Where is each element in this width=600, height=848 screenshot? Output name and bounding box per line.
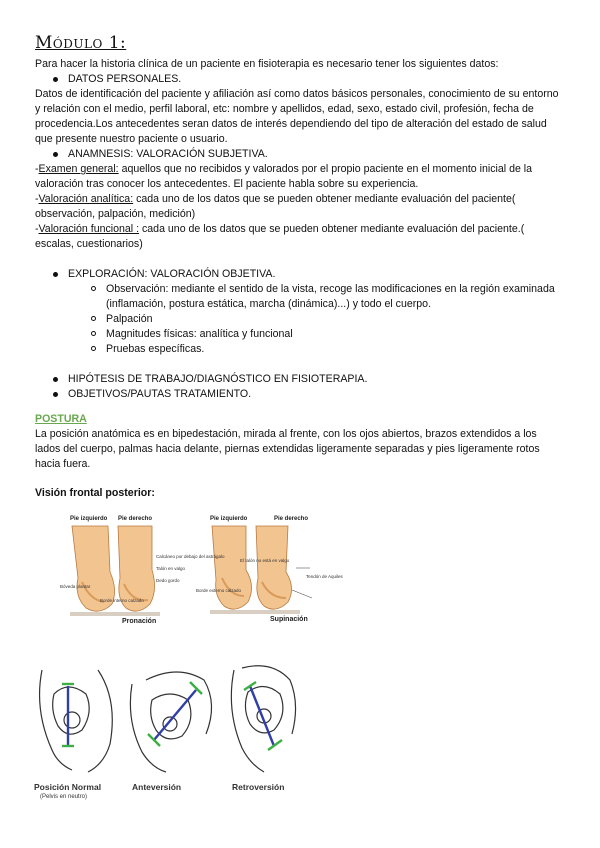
- pelvis-normal: [40, 670, 113, 772]
- bullet-circle: [91, 346, 96, 351]
- caption-pelvis-neutro: (Pelvis en neutro): [40, 794, 88, 800]
- subbullet-pruebas: Pruebas específicas.: [91, 342, 563, 357]
- subbullet-palpacion: Palpación: [91, 312, 563, 327]
- supination-label-right: Pie derecho: [274, 516, 309, 522]
- supination-caption: Supinación: [270, 616, 308, 623]
- anamnesis-heading: ANAMNESIS: VALORACIÓN SUBJETIVA.: [68, 148, 268, 160]
- caption-anteversion: Anteversión: [132, 782, 182, 792]
- pronation-caption: Pronación: [122, 618, 157, 625]
- anamnesis-item-funcional: -Valoración funcional : cada uno de los datos que se pueden obtener mediante evaluación del paciente.( escalas, cuestionarios): [35, 223, 525, 250]
- caption-posicion-normal: Posición Normal: [34, 782, 102, 792]
- exploracion-heading: EXPLORACIÓN: VALORACIÓN OBJETIVA.: [68, 268, 276, 280]
- bullet-datos: [53, 72, 563, 87]
- datos-paragraph: Datos de identificación del paciente y afiliación así como datos básicos personales, conocimiento de su entorno y relación con el medio, perfil laboral, etc: nombre y apellidos, edad, sexo, estado civil, profesión, fecha de procedencia.Los antecedentes seran datos de interés dependiendo del tipo de alteración del estado de salud que presente nuestro paciente o usuario.: [35, 88, 559, 145]
- vision-heading: Visión frontal posterior:: [35, 487, 155, 499]
- bullet-circle: [91, 286, 96, 291]
- document-page: [35, 33, 563, 501]
- bullet-anamnesis: [53, 147, 563, 162]
- feet-illustration: [60, 512, 350, 632]
- feet-figure: Pie izquierdo Pie derecho Calcáneo por debajo del astrágalo Talón en valgo Bóveda plantar Dedo gordo Borde interno calzado Pronación Pie izquierdo Pie derecho El talón no está en valgo Borde externo calzado Tendón de Aquiles Supinación: [60, 512, 350, 632]
- supination-label-left: Pie izquierdo: [210, 516, 248, 522]
- bullet-circle: [91, 316, 96, 321]
- pelvis-illustration: [28, 660, 328, 780]
- anamnesis-item-analitica: -Valoración analítica: cada uno de los datos que se pueden obtener mediante evaluación del paciente( observación, palpación, medición): [35, 193, 516, 220]
- pelvis-retroversion: [231, 666, 295, 772]
- pronation-label-right: Pie derecho: [118, 516, 153, 522]
- pelvis-figure: [28, 660, 328, 810]
- bullet-dot: [53, 77, 58, 82]
- postura-paragraph: La posición anatómica es en bipedestación, mirada al frente, con los ojos abiertos, brazos extendidos a los lados del cuerpo, palmas hacia delante, piernas extendidas ligeramente separadas y pies ligeramente rotos hacia fuera.: [35, 428, 540, 470]
- subbullet-observacion: Observación: mediante el sentido de la vista, recoge las modificaciones en la región examinada (inflamación, postura estática, marcha (dinámica)...) y todo el cuerpo.: [91, 282, 563, 312]
- postura-heading: POSTURA: [35, 413, 87, 425]
- bullet-dot: [53, 272, 58, 277]
- intro-paragraph: Para hacer la historia clínica de un paciente en fisioterapia es necesario tener los siguientes datos:: [35, 58, 499, 70]
- bullet-dot: [53, 152, 58, 157]
- bullet-exploracion: [53, 267, 563, 282]
- bullet-hipotesis: HIPÓTESIS DE TRABAJO/DIAGNÓSTICO EN FISIOTERAPIA.: [53, 372, 563, 387]
- anamnesis-item-examen: -Examen general: aquellos que no recibidos y valorados por el propio paciente en el momento inicial de la valoración tras conocer los antecedentes. El paciente habla sobre su experiencia.: [35, 163, 533, 190]
- page-title: Módulo 1:: [35, 33, 127, 53]
- bullet-objetivos: OBJETIVOS/PAUTAS TRATAMIENTO.: [53, 387, 563, 402]
- pronation-label-left: Pie izquierdo: [70, 516, 108, 522]
- bullet-dot: [53, 392, 58, 397]
- supination-feet: [210, 526, 312, 614]
- bullet-dot: [53, 377, 58, 382]
- datos-heading: DATOS PERSONALES.: [68, 73, 182, 85]
- bullet-circle: [91, 331, 96, 336]
- caption-retroversion: Retroversión: [232, 782, 285, 792]
- pelvis-anteversion: [130, 672, 211, 772]
- subbullet-magnitudes: Magnitudes físicas: analítica y funcional: [91, 327, 563, 342]
